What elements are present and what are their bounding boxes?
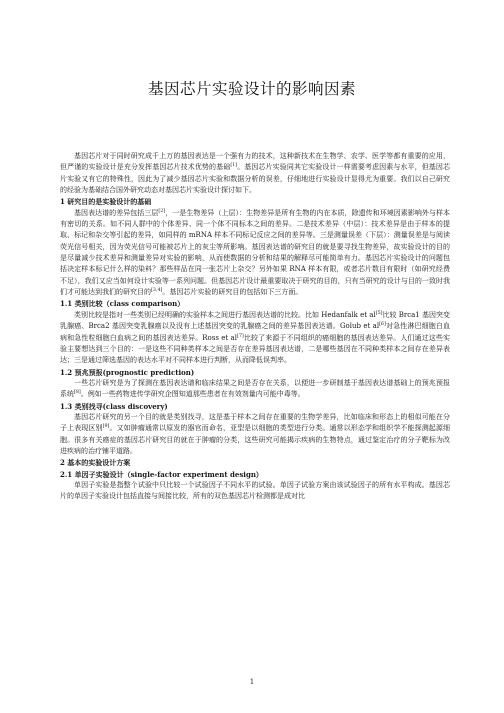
section-heading-2: 2 基本的实验设计方案: [60, 458, 131, 468]
section-heading-1-3: 1.3 类别找寻(class discovery): [60, 401, 168, 411]
section-1-2-text-a: 一些芯片研究是为了探测在基因表达谱和临床结果之间是否存在关系，以便进一步研制基于基因表达谱基础上的预兆预报系统: [60, 378, 450, 399]
section-1-1-text-c: 对急性淋巴细胞白血病和急性粒细胞白血病之间的基因表达差异。Ross et al: [60, 322, 450, 342]
section-1-1-text-b: 比较 Brca1 基因突变乳腺癌、Brca2 基因突变乳腺癌以及没有上述基因突变的乳腺癌之间的差异基因表达谱。Golub et al: [60, 310, 450, 331]
citation: [3,4]: [151, 288, 163, 294]
section-heading-2-1: 2.1 单因子实验设计（single-factor experiment design）: [60, 469, 263, 479]
section-1-3-text-a: 基因芯片研究的另一个目的就是类别找寻，这是基于样本之间存在重要的生物学差异，比如临床和形态上的相似可能在分子上表现区别: [60, 412, 450, 433]
abstract-paragraph: [60, 151, 450, 196]
abstract-text-a: 基因芯片对于同时研究成千上万的基因表达是一个强有力的技术，这种新技术在生物学、农学、医学等都有重要的应用，但严谨的实验设计是充分发挥基因芯片技术优势的基础: [60, 152, 450, 172]
citation: [8]: [74, 390, 81, 396]
section-1-paragraph: [60, 208, 450, 299]
section-heading-1: 1 研究目的是实验设计的基础: [60, 197, 152, 207]
section-1-1-paragraph: [60, 310, 450, 367]
citation: [6]: [379, 322, 386, 328]
section-heading-1-2: 1.2 预兆预报(prognostic prediction): [60, 367, 195, 377]
section-1-1-text-a: 类别比较是指对一些类别已经明确的实验样本之间进行基因表达谱的比较。比如 Hedanfalk et al: [74, 310, 376, 319]
document-title: 基因芯片实验设计的影响因素: [147, 80, 356, 98]
section-1-2-text-b: 。例如一些药物进传学研究企图知道那些患者在有效剂量内可能中毒等。: [80, 390, 305, 399]
citation: [2]: [158, 208, 166, 214]
section-1-1-text-d: 比较了来源于不同组织的癌细胞的基因表达差异。人们通过这些实验主要想达到三个目的：一是这些不同种类样本之间是否存在差异基因表达谱，二是哪些基因在不同种类样本之间存在差异表达；三是通过筛选基因的表达水平对不同样本进行判断，从而降低误判率。: [60, 333, 450, 365]
citation: [1]: [230, 163, 238, 169]
document-body: [60, 151, 450, 503]
section-2-1-paragraph: 单因子实验是指整个试验中只比较一个试验因子不同水平的试验。单因子试验方案由该试验因子的所有水平构成。基因芯片的单因子实验设计包括直接与间接比较，所有的双色基因芯片检测都是成对比: [60, 480, 450, 501]
section-1-text-b: ，一是生物差异（上层）：生物差异是所有生物的内在本质，除遗传和环境因素影响外与样本有密切的关系。如不同人群中的个体差异、同一个体不同标本之间的差异。二是技术差异（中层）：技术差异是由于样本的提取、标记和杂交等引起的差异，如同样的 mRNA 样本不同标记反应之间的差异等。三是测量误差（下层）：测量误差是与阅读荧光信号相关，因为荧光信号可能被芯片上的灰尘等所影响。基因表达谱的研究目的就是要寻找生物差异，故实验设计的目的是尽量减少技术差异和测量差异对实验的影响，从而使数据的分析和结果的解释尽可能简单有力。基因芯片实验设计的问题包括决定样本标记什么样的染料？那些样品在同一张芯片上杂交？另外如果 RNA 样本有限，或者芯片数目有限时（如研究经费不足），我们又应当如何设计实验等一系列问题。但基因芯片设计最重要取决于研究的目的，只有当研究的设计与目的一致时我们才可能达到我们的研究目的: [60, 208, 451, 297]
citation: [7]: [236, 333, 244, 339]
section-1-3-text-b: 。又如肿瘤通常以原发的器官而命名，亚型是以细胞的类型进行分类。通常以形态学和组织学不能探测起源细胞。很多有关癌症的基因芯片研究目的就在于肿瘤的分类，这些研究可能揭示疾病的生物特点，通过鉴定治疗的分子靶标为改进疾病的治疗铺平道路。: [60, 424, 450, 455]
section-1-3-paragraph: [60, 412, 450, 457]
page-number: 1: [249, 678, 255, 686]
citation: [5]: [375, 310, 383, 316]
abstract-text-b: 。基因芯片实验同其它实验设计一样需要考虑因素与水平，但基因芯片实验又有它的特殊性，因此为了减少基因芯片实验和数据分析的误差，仔细地进行实验设计显得尤为重要。我们以自己研究的经验为基础结合国外研究动态对基因芯片实验设计探讨如下。: [60, 163, 450, 195]
citation: [9]: [102, 424, 110, 430]
section-1-2-paragraph: [60, 378, 450, 401]
section-1-text-a: 基因表达谱的差异包括三层: [74, 208, 159, 217]
section-heading-1-1: 1.1 类别比较（class comparison）: [60, 299, 185, 309]
section-1-text-c: 。基因芯片实验的研究目的包括如下三方面。: [162, 288, 303, 297]
